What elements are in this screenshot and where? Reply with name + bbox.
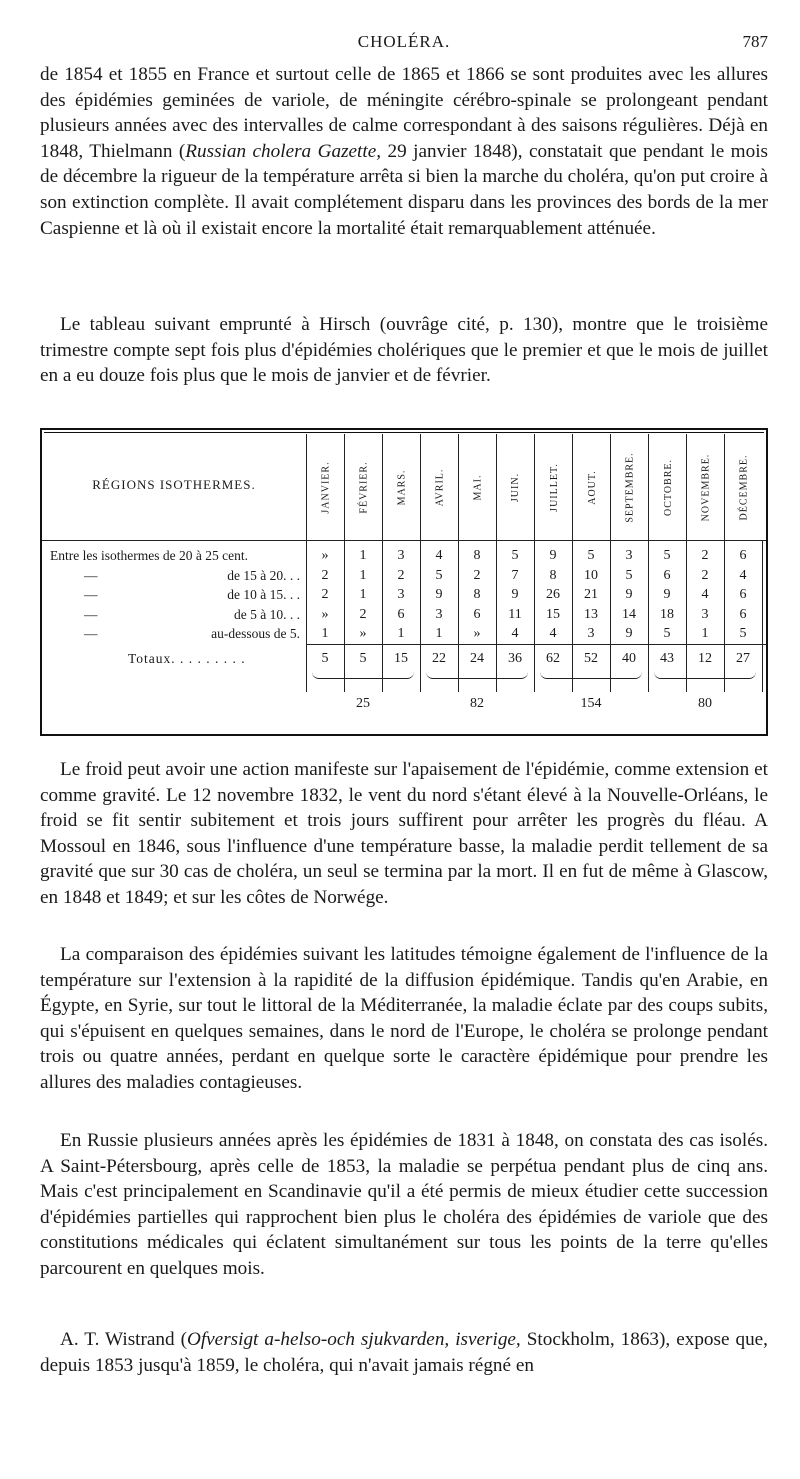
- table-cell: 4: [549, 626, 557, 641]
- row-label: Entre les isothermes de 20 à 25 cent.: [50, 548, 248, 563]
- table-cell: 6: [739, 548, 747, 563]
- month-label: JUILLET.: [548, 462, 560, 512]
- table-cell: »: [359, 626, 367, 641]
- month-header: [458, 434, 497, 540]
- month-header: [724, 434, 763, 540]
- total-cell: 5: [321, 651, 329, 666]
- citation: Russian cholera Gazette,: [185, 140, 382, 162]
- table-cell: »: [321, 548, 329, 563]
- table-cell: 1: [359, 567, 367, 583]
- total-cell: 40: [622, 651, 636, 666]
- region-header: RÉGIONS ISOTHERMES.: [92, 477, 256, 492]
- total-cell: 62: [546, 651, 560, 666]
- quarter-sum: 25: [356, 696, 370, 711]
- month-label: MARS.: [396, 469, 408, 505]
- month-header: [306, 434, 345, 540]
- paragraph-text: 29 janvier 1848), constatait que pendant le mois de décembre la rigueur de la température arrêta si bien la marche du choléra, qu'on put croire à son extinction complète. Il avait complétement disparu dans les provinces des bords de la mer Caspienne et là où il existait encore la mortalité était remarquablement atténuée.: [40, 140, 769, 239]
- page-number: 787: [742, 32, 768, 51]
- citation: Ofversigt a-helso-och sjukvarden, isverige,: [186, 1329, 521, 1350]
- table-cell: 5: [435, 567, 443, 583]
- month-header: [572, 434, 611, 540]
- row-label: au-dessous de 5.: [211, 626, 300, 641]
- table-cell: 1: [397, 626, 405, 641]
- table-cell: 2: [359, 606, 367, 622]
- quarter-sum: 154: [580, 696, 602, 711]
- table-cell: 11: [508, 606, 522, 622]
- table-cell: 2: [321, 587, 329, 602]
- table-cell: 10: [584, 567, 598, 583]
- paragraph: En Russie plusieurs années après les épidémies de 1831 à 1848, on constata des cas isolés. A Saint-Pétersbourg, après celle de 1853, la maladie se perpétua pendant plus de cinq ans. Mais c'est principalement en Scandinavie qu'il a été permis de mieux étudier cette succession d'épidémies partielles qui rapprochent bien plus le choléra des épidémies de variole que des constitutions médicales qui éclatent simultanément sur tous les points de la terre qu'elles parcourent en quelques mois.: [40, 1130, 768, 1279]
- row-label: de 5 à 10. . .: [234, 606, 300, 622]
- paragraph: Le froid peut avoir une action manifeste sur l'apaisement de l'épidémie, comme extension et comme gravité. Le 12 novembre 1832, le vent du nord s'étant élevé à la Nouvelle-Orléans, le froid se fit sentir subitement et trois jours suffirent pour arrêter les progrès du fléau. A Mossoul en 1846, sous l'influence d'une température basse, la maladie perdit tellement de sa gravité que sur 30 cas de choléra, un seul se termina par la mort. Il en fut de même à Glascow, en 1848 et 1849; et sur les côtes de Norwége.: [40, 759, 768, 908]
- month-header: [610, 434, 649, 540]
- paragraph-text: de 1854 et 1855 en France et surtout celle de 1865 et 1866 se sont produites avec les allures des épidémies geminées de variole, de méningite cérébro-spinale se prolongeant pendant plusieurs années avec des intervalles de calme correspondant à des saisons régulières. Déjà en 1848, Thielmann (: [40, 64, 768, 162]
- row-dash: —: [84, 626, 98, 641]
- running-title: CHOLÉRA.: [357, 32, 451, 51]
- quarter-bracket: [654, 672, 756, 679]
- table-cell: 3: [435, 606, 443, 622]
- table-cell: »: [473, 626, 481, 641]
- table-cell: 1: [359, 548, 367, 563]
- table-cell: 9: [435, 587, 443, 602]
- paragraph-text: A. T. Wistrand (: [60, 1329, 187, 1350]
- totals-label: Totaux. . . . . . . . .: [128, 651, 246, 666]
- totals-rule: [306, 644, 766, 645]
- row-dash: —: [84, 606, 98, 622]
- month-label: FÉVRIER.: [358, 460, 370, 514]
- table-cell: 2: [701, 548, 709, 563]
- quarter-sum: 82: [470, 696, 484, 711]
- month-header: [496, 434, 535, 540]
- table-cell: 3: [625, 548, 633, 563]
- table-cell: 26: [546, 587, 560, 602]
- month-label: JANVIER.: [320, 460, 332, 514]
- table-cell: 9: [549, 548, 557, 563]
- table-cell: 4: [511, 626, 519, 641]
- row-label: de 15 à 20. . .: [227, 567, 300, 583]
- month-label: SEPTEMBRE.: [624, 451, 636, 523]
- month-header: [686, 434, 725, 540]
- table-cell: 3: [397, 587, 405, 602]
- table-cell: 7: [511, 567, 519, 583]
- table-cell: »: [321, 606, 329, 622]
- table-cell: 5: [663, 548, 671, 563]
- total-cell: 5: [359, 651, 367, 666]
- table-cell: 1: [321, 626, 329, 641]
- table-cell: 6: [663, 567, 671, 583]
- table-cell: 9: [663, 587, 671, 602]
- table-cell: 8: [549, 567, 557, 583]
- total-cell: 24: [470, 651, 484, 666]
- table-cell: 6: [473, 606, 481, 622]
- month-label: AVRIL.: [434, 468, 446, 506]
- cholera-table: [40, 428, 768, 736]
- month-header: [382, 434, 421, 540]
- table-cell: 5: [587, 548, 595, 563]
- quarter-sum: 80: [698, 696, 712, 711]
- table-cell: 4: [701, 587, 709, 602]
- table-cell: 3: [587, 626, 595, 641]
- row-label: de 10 à 15. . .: [227, 587, 300, 602]
- month-label: OCTOBRE.: [662, 458, 674, 516]
- month-label: NOVEMBRE.: [700, 453, 712, 521]
- table-cell: 4: [435, 548, 443, 563]
- table-cell: 2: [701, 567, 709, 583]
- page-header: [40, 32, 768, 56]
- row-dash: —: [84, 587, 98, 602]
- column-line: [762, 540, 763, 692]
- table-cell: 1: [435, 626, 443, 641]
- table-cell: 5: [625, 567, 633, 583]
- table-cell: 13: [584, 606, 598, 622]
- paragraph: La comparaison des épidémies suivant les latitudes témoigne également de l'influence de la température sur l'extension à la rapidité de la diffusion épidémique. Tandis qu'en Arabie, en Égypte, en Syrie, sur tout le littoral de la Méditerranée, la maladie éclate par des coups subits, qui s'épuisent en quelques semaines, dans le nord de l'Europe, le choléra se prolonge pendant trois ou quatre années, perdant en quelque sorte le caractère épidémique pour prendre les allures des maladies contagieuses.: [40, 944, 768, 1093]
- table-cell: 2: [473, 567, 481, 583]
- month-header: [534, 434, 573, 540]
- table-cell: 5: [511, 548, 519, 563]
- table-cell: 9: [625, 587, 633, 602]
- paragraph: [40, 1327, 768, 1378]
- month-label: DÉCEMBRE.: [738, 454, 750, 520]
- paragraph: [40, 62, 768, 241]
- table-cell: 3: [397, 548, 405, 563]
- table-cell: 4: [739, 567, 747, 583]
- table-cell: 8: [473, 587, 481, 602]
- month-header: [420, 434, 459, 540]
- table-cell: 8: [473, 548, 481, 563]
- table-cell: 5: [739, 626, 747, 641]
- table-cell: 15: [546, 606, 560, 622]
- table-cell: 6: [739, 606, 747, 622]
- month-label: MAI.: [472, 474, 484, 500]
- table-cell: 18: [660, 606, 674, 622]
- table-cell: 14: [622, 606, 636, 622]
- table-cell: 3: [701, 606, 709, 622]
- table-cell: 5: [663, 626, 671, 641]
- table-cell: 9: [511, 587, 519, 602]
- table-cell: 2: [321, 567, 329, 583]
- paragraph-text: Stockholm, 1863), expose que, depuis 1853 jusqu'à 1859, le choléra, qui n'avait jamais régné en: [40, 1329, 768, 1376]
- table-cell: 9: [625, 626, 633, 641]
- total-cell: 12: [698, 651, 712, 666]
- total-cell: 27: [736, 651, 750, 666]
- table-cell: 1: [359, 587, 367, 602]
- table-cell: 1: [701, 626, 709, 641]
- month-header: [344, 434, 383, 540]
- paragraph: Le tableau suivant emprunté à Hirsch (ouvrâge cité, p. 130), montre que le troisième trimestre compte sept fois plus d'épidémies cholériques que le premier et que le mois de juillet en a eu douze fois plus que le mois de janvier et de février.: [40, 314, 768, 387]
- total-cell: 52: [584, 651, 598, 666]
- total-cell: 36: [508, 651, 522, 666]
- quarter-bracket: [426, 672, 528, 679]
- month-header: [648, 434, 687, 540]
- table-cell: 6: [397, 606, 405, 622]
- month-label: AOUT.: [586, 469, 598, 505]
- month-label: JUIN.: [510, 472, 522, 502]
- header-rule: [42, 540, 766, 541]
- total-cell: 22: [432, 651, 446, 666]
- total-cell: 15: [394, 651, 408, 666]
- table-cell: 2: [397, 567, 405, 583]
- quarter-bracket: [540, 672, 642, 679]
- quarter-bracket: [312, 672, 414, 679]
- row-dash: —: [84, 567, 98, 583]
- total-cell: 43: [660, 651, 674, 666]
- table-cell: 6: [739, 587, 747, 602]
- table-cell: 21: [584, 587, 598, 602]
